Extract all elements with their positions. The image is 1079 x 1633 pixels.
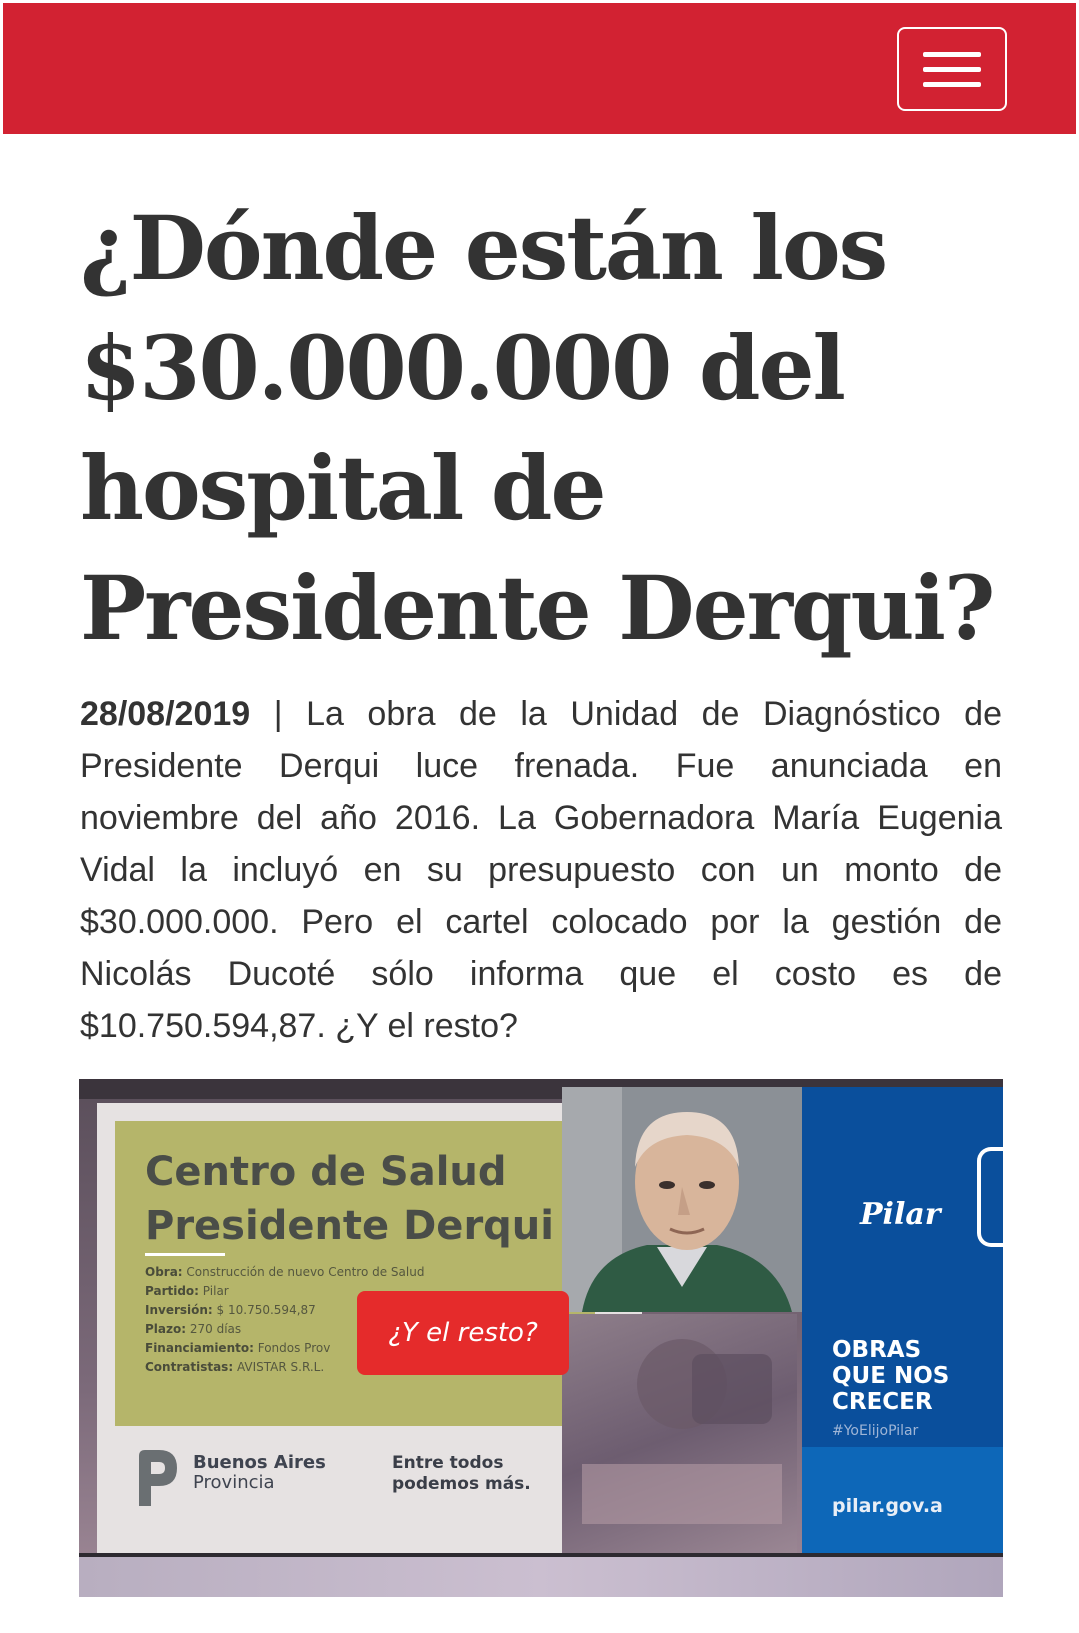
- top-navbar: [3, 3, 1076, 134]
- article-lead: [80, 688, 1002, 1052]
- portrait-illustration: [562, 1087, 802, 1312]
- y-el-resto-badge: ¿Y el resto?: [357, 1291, 569, 1375]
- pilar-banner: [802, 1087, 1003, 1557]
- slogan-line2: podemos más.: [392, 1474, 531, 1494]
- slogan-line1: Entre todos: [392, 1453, 504, 1473]
- article-date: 28/08/2019: [80, 695, 251, 733]
- menu-bar-line: [923, 82, 981, 87]
- sign-detail-value: Fondos Prov: [253, 1341, 331, 1355]
- province-label: [193, 1453, 326, 1493]
- obras-line2: QUE NOS: [832, 1363, 950, 1389]
- pilar-logo: Pilar: [860, 1197, 941, 1232]
- sign-detail-label: Partido:: [145, 1284, 199, 1298]
- pilar-hashtag: #YoElijoPilar: [832, 1423, 919, 1439]
- photo-bottom-strip: [79, 1557, 1003, 1597]
- sign-detail-value: Construcción de nuevo Centro de Salud: [182, 1265, 425, 1279]
- pilar-frame-icon: [977, 1147, 1003, 1247]
- sign-title-line2: Presidente Derqui: [145, 1203, 554, 1249]
- article-headline: ¿Dónde están los $30.000.000 del hospital de Presidente Derqui?: [80, 196, 994, 660]
- hamburger-menu-icon[interactable]: [897, 27, 1007, 111]
- sign-detail-label: Financiamiento:: [145, 1341, 254, 1355]
- province-line1: Buenos Aires: [193, 1452, 326, 1473]
- saw-machine-icon: [562, 1314, 797, 1554]
- article-lead-text: La obra de la Unidad de Diagnóstico de Presidente Derqui luce frenada. Fue anunciada en noviembre del año 2016. La Gobernadora María Eugenia Vidal la incluyó en su presupuesto con un monto de $30.000.000. Pero el cartel colocado por la gestión de Nicolás Ducoté sólo informa que el costo es de $10.750.594,87. ¿Y el resto?: [80, 695, 1002, 1045]
- menu-bar-line: [923, 52, 981, 57]
- construction-background: [562, 1314, 797, 1554]
- sign-detail-label: Plazo:: [145, 1322, 187, 1336]
- sign-title-line1: Centro de Salud: [145, 1149, 507, 1195]
- politician-portrait: [562, 1087, 802, 1312]
- buenos-aires-logo-icon: [133, 1448, 179, 1508]
- sign-title: [145, 1145, 554, 1253]
- sign-detail-row: [145, 1263, 424, 1282]
- obras-line1: OBRAS: [832, 1337, 922, 1363]
- sign-detail-value: AVISTAR S.R.L.: [233, 1360, 325, 1374]
- date-separator: |: [250, 695, 307, 733]
- sign-detail-label: Contratistas:: [145, 1360, 234, 1374]
- pilar-url: pilar.gov.a: [832, 1495, 943, 1517]
- province-line2: Provincia: [193, 1472, 275, 1493]
- menu-bar-line: [923, 67, 981, 72]
- pilar-obras-text: [832, 1337, 949, 1415]
- sign-divider: [145, 1253, 225, 1256]
- article-photo: [79, 1079, 1003, 1597]
- sign-detail-label: Inversión:: [145, 1303, 213, 1317]
- obras-line3: CRECER: [832, 1389, 933, 1415]
- sign-slogan: [392, 1453, 531, 1495]
- sign-detail-label: Obra:: [145, 1265, 183, 1279]
- sign-detail-value: Pilar: [198, 1284, 229, 1298]
- sign-detail-value: $ 10.750.594,87: [212, 1303, 316, 1317]
- sign-detail-value: 270 días: [186, 1322, 242, 1336]
